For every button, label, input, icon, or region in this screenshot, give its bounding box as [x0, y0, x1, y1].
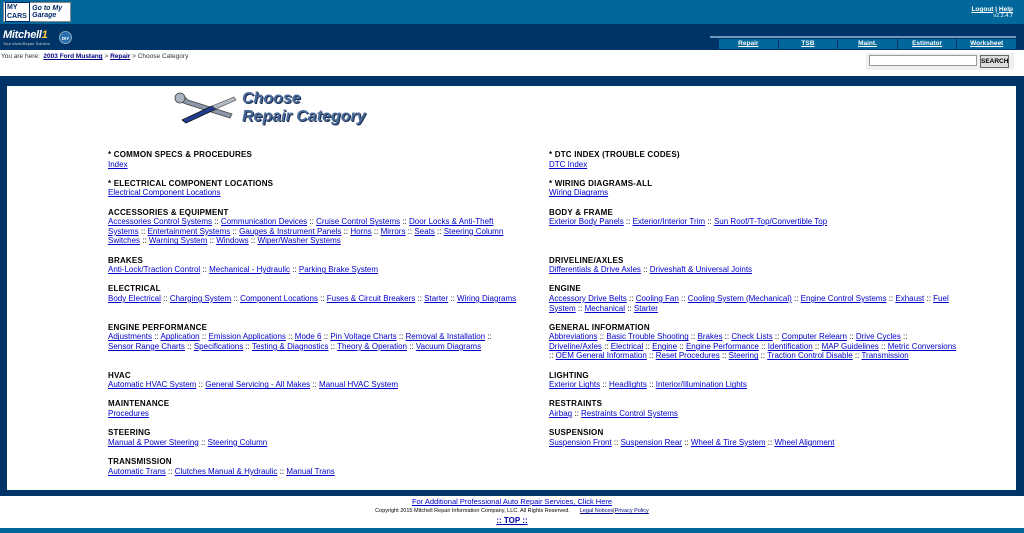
- category-link[interactable]: Communication Devices: [220, 217, 308, 227]
- link-separator: ::: [886, 293, 896, 303]
- category-title: * WIRING DIAGRAMS-ALL: [549, 178, 653, 188]
- link-separator: ::: [924, 293, 934, 303]
- category-title: BRAKES: [108, 255, 143, 265]
- link-separator: ::: [485, 332, 492, 342]
- category-link[interactable]: Exterior/Interior Trim: [632, 217, 706, 227]
- link-separator: ::: [396, 332, 406, 342]
- category-section: [108, 284, 549, 322]
- category-link[interactable]: Cooling Fan: [635, 293, 679, 303]
- category-row: [108, 371, 990, 400]
- category-link[interactable]: Accessory Drive Belts: [549, 293, 627, 303]
- category-links: [549, 188, 990, 198]
- breadcrumb-separator: >: [104, 53, 109, 60]
- category-section: [108, 179, 549, 208]
- category-link[interactable]: MAP Guidelines: [821, 341, 879, 351]
- category-links: [108, 438, 549, 448]
- tab-repair-link[interactable]: Repair: [738, 40, 759, 47]
- category-link[interactable]: Reset Procedures: [655, 351, 720, 361]
- category-link[interactable]: OEM General Information: [555, 351, 647, 361]
- category-row: [108, 208, 990, 256]
- category-link[interactable]: Electrical: [610, 341, 644, 351]
- category-link[interactable]: Theory & Operation: [337, 341, 407, 351]
- link-separator: ::: [199, 332, 209, 342]
- category-link[interactable]: Exhaust: [895, 293, 925, 303]
- category-section: [108, 428, 549, 457]
- category-link[interactable]: Drive Cycles: [855, 332, 901, 342]
- account-links: Logout | Help v2.2.4.7: [971, 6, 1013, 19]
- logout-link[interactable]: Logout: [971, 6, 994, 13]
- category-link[interactable]: Wiper/Washer Systems: [257, 236, 341, 246]
- category-link[interactable]: Entertainment Systems: [147, 226, 231, 236]
- category-title: * ELECTRICAL COMPONENT LOCATIONS: [108, 178, 274, 188]
- page-heading: [172, 90, 402, 130]
- category-link[interactable]: Cooling System (Mechanical): [687, 293, 792, 303]
- tab-worksheet-link[interactable]: Worksheet: [970, 40, 1004, 47]
- category-link[interactable]: Wheel Alignment: [774, 437, 835, 447]
- category-links: [549, 265, 990, 275]
- category-row: [108, 428, 990, 457]
- category-link[interactable]: Door Locks & Anti-Theft Systems: [108, 217, 494, 236]
- category-link[interactable]: Basic Trouble Shooting: [606, 332, 689, 342]
- category-link[interactable]: Horns: [350, 226, 372, 236]
- link-separator: ::: [400, 217, 409, 227]
- link-separator: ::: [900, 332, 908, 342]
- category-links: [549, 409, 990, 419]
- category-links: [549, 217, 990, 227]
- category-link[interactable]: Windows: [216, 236, 249, 246]
- category-link[interactable]: Component Locations: [240, 293, 318, 303]
- category-links: [549, 438, 990, 448]
- link-separator: ::: [448, 293, 458, 303]
- category-title: RESTRAINTS: [549, 399, 603, 409]
- category-title: MAINTENANCE: [108, 399, 170, 409]
- link-separator: ::: [200, 265, 210, 275]
- version-label: v2.2.4.7: [993, 13, 1013, 19]
- category-link[interactable]: Parking Brake System: [298, 265, 379, 275]
- category-links: [549, 294, 990, 313]
- category-link[interactable]: Wiring Diagrams: [457, 293, 517, 303]
- logo-tagline: Your eAutoRepair Solution: [3, 41, 50, 46]
- link-separator: ::: [678, 293, 688, 303]
- category-title: * DTC INDEX (TROUBLE CODES): [549, 150, 680, 159]
- link-separator: ::: [248, 236, 258, 246]
- link-separator: ::: [285, 332, 295, 342]
- category-title: BODY & FRAME: [549, 207, 614, 217]
- content-frame: [0, 76, 1024, 496]
- category-links: [108, 294, 549, 304]
- category-link[interactable]: Transmission: [861, 351, 909, 361]
- category-title: DRIVELINE/AXLES: [549, 255, 624, 265]
- link-separator: ::: [317, 293, 327, 303]
- category-link[interactable]: Procedures: [108, 409, 149, 419]
- link-separator: ::: [184, 341, 194, 351]
- link-separator: ::: [434, 226, 444, 236]
- link-separator: ::: [165, 466, 175, 476]
- category-link[interactable]: Testing & Diagnostics: [251, 341, 329, 351]
- category-link[interactable]: Engine Performance: [685, 341, 759, 351]
- link-separator: ::: [643, 341, 653, 351]
- category-link[interactable]: Automatic HVAC System: [108, 380, 197, 390]
- category-title: GENERAL INFORMATION: [549, 322, 650, 332]
- category-row: [108, 284, 990, 322]
- category-links: [108, 332, 549, 351]
- category-section: [549, 323, 990, 371]
- footer-divider: |: [613, 508, 615, 514]
- category-link[interactable]: Gauges & Instrument Panels: [239, 226, 342, 236]
- category-section: [549, 150, 990, 179]
- link-separator: ::: [328, 341, 338, 351]
- link-separator: ::: [243, 341, 252, 351]
- link-separator: ::: [791, 293, 801, 303]
- link-separator: ::: [681, 437, 691, 447]
- category-link[interactable]: Mechanical - Hydraulic: [209, 265, 290, 275]
- category-link[interactable]: Body Electrical: [108, 293, 161, 303]
- category-link[interactable]: Engine: [652, 341, 678, 351]
- category-link[interactable]: Specifications: [193, 341, 244, 351]
- category-title: ENGINE: [549, 284, 581, 294]
- category-links: [108, 217, 549, 246]
- category-link[interactable]: Identification: [767, 341, 813, 351]
- privacy-policy-link[interactable]: Privacy Policy: [614, 508, 649, 514]
- category-section: [549, 284, 990, 322]
- link-separator: ::: [415, 293, 425, 303]
- category-link[interactable]: Differentials & Drive Axles: [549, 265, 641, 275]
- additional-services-link[interactable]: For Additional Professional Auto Repair Services, Click Here: [411, 497, 613, 506]
- category-row: [108, 399, 990, 428]
- category-row: [108, 323, 990, 371]
- category-link[interactable]: Adjustments: [108, 332, 153, 342]
- link-separator: ::: [549, 351, 556, 361]
- link-separator: ::: [307, 217, 317, 227]
- heading-text: [242, 90, 366, 126]
- category-link[interactable]: Charging System: [169, 293, 232, 303]
- link-separator: ::: [597, 332, 607, 342]
- link-separator: ::: [138, 226, 148, 236]
- legal-notices-link[interactable]: Legal Notices: [579, 508, 614, 514]
- link-separator: ::: [310, 380, 320, 390]
- category-link[interactable]: Fuel System: [549, 293, 949, 313]
- link-separator: ::: [321, 332, 331, 342]
- category-links: [108, 160, 549, 170]
- category-link[interactable]: Mirrors: [380, 226, 406, 236]
- category-link[interactable]: Restraints Control Systems: [581, 409, 678, 419]
- search-box: [866, 53, 1014, 70]
- category-link[interactable]: Computer Relearn: [781, 332, 847, 342]
- category-link[interactable]: Mechanical: [584, 303, 626, 313]
- category-links: [549, 380, 990, 390]
- category-link[interactable]: Suspension Rear: [620, 437, 682, 447]
- category-section: [108, 457, 549, 486]
- link-separator: ::: [277, 466, 287, 476]
- go-to-my-garage-button[interactable]: [3, 2, 71, 22]
- category-link[interactable]: Electrical Component Locations: [108, 188, 221, 198]
- category-link[interactable]: Driveline/Axles: [549, 341, 602, 351]
- breadcrumb-separator: >: [132, 53, 136, 60]
- category-link[interactable]: Anti-Lock/Traction Control: [108, 265, 201, 275]
- link-separator: ::: [230, 226, 240, 236]
- link-separator: ::: [212, 217, 221, 227]
- category-link[interactable]: Fuses & Circuit Breakers: [326, 293, 416, 303]
- category-table: [108, 150, 990, 486]
- category-section: [549, 457, 990, 486]
- link-separator: ::: [601, 341, 611, 351]
- tab-tsb[interactable]: [779, 39, 838, 49]
- link-separator: ::: [646, 380, 656, 390]
- link-separator: ::: [722, 332, 732, 342]
- nav-band: [0, 24, 1024, 50]
- help-link[interactable]: Help: [998, 6, 1013, 13]
- category-section: [108, 150, 549, 179]
- link-separator: ::: [878, 341, 888, 351]
- link-separator: ::: [626, 293, 636, 303]
- link-separator: ::: [341, 226, 351, 236]
- link-separator: ::: [812, 341, 822, 351]
- tab-maint[interactable]: [838, 39, 897, 49]
- link-separator: ::: [160, 293, 170, 303]
- link-separator: ::: [231, 293, 241, 303]
- link-separator: ::: [852, 351, 862, 361]
- category-link[interactable]: Starter: [424, 293, 449, 303]
- bottom-bar: [0, 528, 1024, 533]
- category-section: [108, 399, 549, 428]
- breadcrumb-repair-link[interactable]: Repair: [110, 53, 131, 60]
- category-section: [108, 371, 549, 400]
- back-to-top-link[interactable]: :: TOP ::: [496, 516, 528, 525]
- category-section: [108, 323, 549, 371]
- category-link[interactable]: Pin Voltage Charts: [330, 332, 397, 342]
- tab-estimator-link[interactable]: Estimator: [912, 40, 943, 47]
- category-link[interactable]: Exterior Lights: [549, 380, 601, 390]
- category-row: [108, 256, 990, 285]
- category-title: * COMMON SPECS & PROCEDURES: [108, 150, 253, 159]
- tab-tsb-link[interactable]: TSB: [801, 40, 815, 47]
- category-links: [108, 467, 549, 477]
- mitchell1-logo: [3, 29, 70, 46]
- category-title: HVAC: [108, 370, 131, 380]
- link-separator: ::: [152, 332, 161, 342]
- main-tabs: [710, 36, 1016, 50]
- category-link[interactable]: Headlights: [609, 380, 647, 390]
- link-separator: ::: [688, 332, 698, 342]
- category-link[interactable]: Interior/Illumination Lights: [655, 380, 747, 390]
- category-link[interactable]: Traction Control Disable: [767, 351, 853, 361]
- category-link[interactable]: Automatic Trans: [108, 466, 166, 476]
- heading-line2: Repair Category: [242, 108, 366, 125]
- link-separator: ::: [207, 236, 217, 246]
- tab-worksheet[interactable]: [957, 39, 1016, 49]
- category-title: TRANSMISSION: [108, 457, 172, 466]
- category-link[interactable]: Accessories Control Systems: [108, 217, 213, 227]
- category-section: [549, 428, 990, 457]
- category-link[interactable]: Seats: [414, 226, 435, 236]
- category-link[interactable]: Sun Roof/T-Top/Convertible Top: [713, 217, 828, 227]
- category-link[interactable]: Exterior Body Panels: [549, 217, 624, 227]
- category-title: LIGHTING: [549, 370, 589, 380]
- category-title: SUSPENSION: [549, 428, 604, 438]
- category-link[interactable]: Emission Applications: [208, 332, 286, 342]
- category-title: STEERING: [108, 428, 151, 438]
- category-section: [108, 208, 549, 256]
- category-links: [108, 409, 549, 419]
- category-link[interactable]: General Servicing - All Makes: [205, 380, 311, 390]
- garage-label: Go to My Garage: [32, 5, 63, 19]
- category-section: [549, 256, 990, 285]
- tab-maint-link[interactable]: Maint.: [858, 40, 877, 47]
- link-separator: ::: [625, 303, 634, 313]
- category-link[interactable]: Manual Trans: [286, 466, 335, 476]
- category-links: [108, 265, 549, 275]
- link-separator: ::: [575, 303, 585, 313]
- link-separator: ::: [758, 341, 768, 351]
- category-link[interactable]: Mode 6: [294, 332, 322, 342]
- category-title: ACCESSORIES & EQUIPMENT: [108, 207, 229, 217]
- category-section: [549, 371, 990, 400]
- link-separator: ::: [405, 226, 415, 236]
- category-link[interactable]: Steering Column: [207, 437, 268, 447]
- breadcrumb: [1, 53, 188, 60]
- category-link[interactable]: Driveshaft & Universal Joints: [649, 265, 753, 275]
- category-section: [549, 208, 990, 256]
- link-separator: ::: [772, 332, 782, 342]
- logo-name: Mitchell1: [3, 29, 48, 41]
- breadcrumb-current: Choose Category: [137, 53, 189, 60]
- link-separator: ::: [677, 341, 686, 351]
- category-row: [108, 179, 990, 208]
- search-input[interactable]: [869, 55, 977, 66]
- category-links: [549, 160, 990, 170]
- category-row: [108, 457, 990, 486]
- link-separator: ::: [758, 351, 768, 361]
- link-separator: ::: [611, 437, 621, 447]
- link-separator: ::: [719, 351, 729, 361]
- link-separator: ::: [640, 265, 650, 275]
- search-button[interactable]: SEARCH: [980, 55, 1009, 68]
- heading-line1: Choose: [242, 90, 301, 107]
- category-link[interactable]: Application: [160, 332, 200, 342]
- footer: [0, 497, 1024, 526]
- category-link[interactable]: Starter: [633, 303, 658, 313]
- category-link[interactable]: Steering: [728, 351, 759, 361]
- category-link[interactable]: Cruise Control Systems: [316, 217, 401, 227]
- category-section: [549, 179, 990, 208]
- tab-estimator[interactable]: [898, 39, 957, 49]
- category-link[interactable]: Abbreviations: [549, 332, 598, 342]
- link-separator: ::: [600, 380, 610, 390]
- link-separator: ::: [406, 341, 416, 351]
- category-link[interactable]: DTC Index: [549, 159, 588, 169]
- category-section: [549, 399, 990, 428]
- diy-badge: DIY: [59, 31, 72, 44]
- category-link[interactable]: Sensor Range Charts: [108, 341, 185, 351]
- category-title: ELECTRICAL: [108, 284, 161, 294]
- content-panel: [7, 86, 1016, 490]
- category-link[interactable]: Warning System: [148, 236, 208, 246]
- my-cars-plate: MY CARS: [5, 2, 30, 22]
- category-link[interactable]: Manual & Power Steering: [108, 437, 199, 447]
- category-link[interactable]: Check Lists: [731, 332, 773, 342]
- link-separator: ::: [646, 351, 656, 361]
- top-bar: [0, 0, 1024, 24]
- breadcrumb-vehicle-link[interactable]: 2003 Ford Mustang: [43, 53, 103, 60]
- category-links: [108, 380, 549, 390]
- link-separator: ::: [846, 332, 856, 342]
- category-link[interactable]: Suspension Front: [549, 437, 612, 447]
- link-separator: ::: [140, 236, 149, 246]
- copyright: Copyright 2015 Mitchell Repair Information Company, LLC. All Rights Reserved.: [375, 508, 570, 514]
- category-link[interactable]: Wiring Diagrams: [549, 188, 609, 198]
- link-separator: ::: [290, 265, 299, 275]
- category-links: [108, 188, 549, 198]
- category-row: [108, 150, 990, 179]
- wrench-screwdriver-icon: [172, 92, 242, 126]
- category-link[interactable]: Clutches Manual & Hydraulic: [174, 466, 278, 476]
- category-link[interactable]: Manual HVAC System: [319, 380, 399, 390]
- category-link[interactable]: Removal & Installation: [405, 332, 486, 342]
- category-link[interactable]: Steering Column Switches: [108, 226, 504, 246]
- breadcrumb-label: You are here:: [1, 53, 40, 60]
- category-links: [549, 332, 990, 361]
- category-link[interactable]: Engine Control Systems: [800, 293, 887, 303]
- link-separator: ::: [765, 437, 775, 447]
- link-separator: ::: [198, 437, 208, 447]
- link-separator: ::: [623, 217, 633, 227]
- category-link[interactable]: Index: [108, 159, 128, 169]
- tab-repair[interactable]: [719, 39, 778, 49]
- category-section: [108, 256, 549, 285]
- category-link[interactable]: Wheel & Tire System: [690, 437, 766, 447]
- link-separator: ::: [572, 409, 582, 419]
- category-link[interactable]: Airbag: [549, 409, 573, 419]
- category-title: ENGINE PERFORMANCE: [108, 322, 208, 332]
- link-separator: ::: [705, 217, 714, 227]
- category-link[interactable]: Vacuum Diagrams: [415, 341, 482, 351]
- link-separator: ::: [196, 380, 206, 390]
- link-separator: ::: [371, 226, 381, 236]
- category-link[interactable]: Metric Conversions: [887, 341, 957, 351]
- category-link[interactable]: Brakes: [697, 332, 723, 342]
